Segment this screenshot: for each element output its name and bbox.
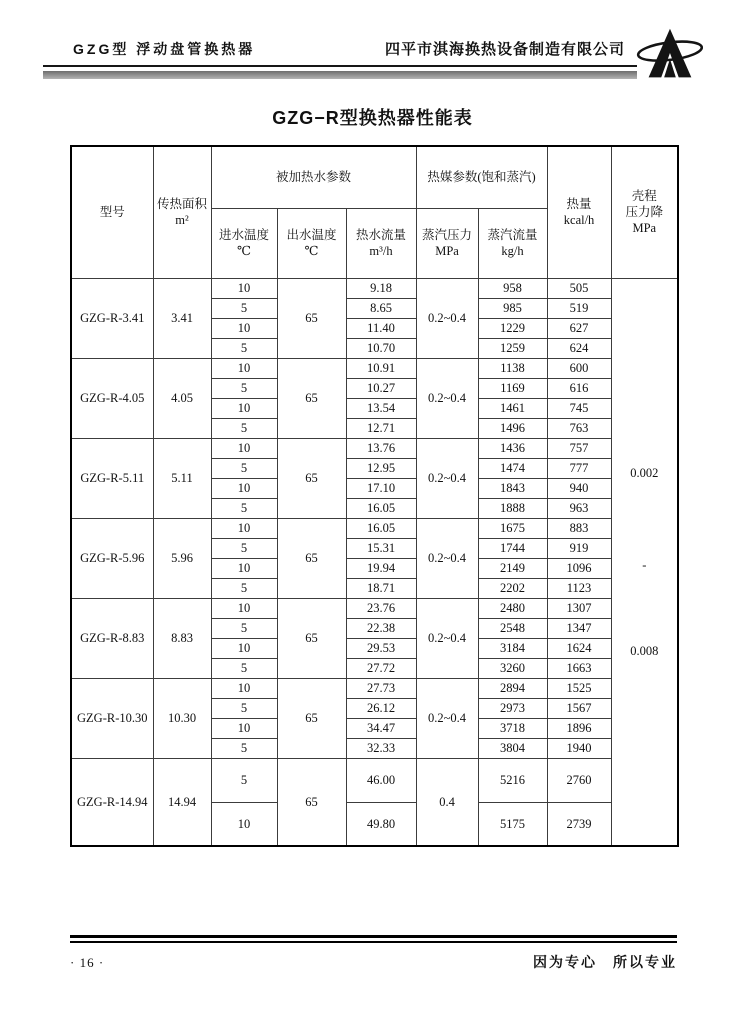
inlet-temp-cell: 10 bbox=[211, 598, 277, 618]
steam-flow-cell: 985 bbox=[478, 298, 547, 318]
col-header-area: 传热面积 m² bbox=[153, 146, 211, 278]
heat-cell: 2760 bbox=[547, 758, 611, 802]
steam-flow-cell: 958 bbox=[478, 278, 547, 298]
steam-flow-cell: 1675 bbox=[478, 518, 547, 538]
model-cell: GZG-R-3.41 bbox=[71, 278, 153, 358]
area-cell: 5.96 bbox=[153, 518, 211, 598]
water-flow-cell: 11.40 bbox=[346, 318, 416, 338]
model-cell: GZG-R-4.05 bbox=[71, 358, 153, 438]
heat-cell: 745 bbox=[547, 398, 611, 418]
shell-pressure-value: - bbox=[642, 557, 647, 572]
table-row bbox=[71, 358, 678, 378]
outlet-temp-cell: 65 bbox=[277, 758, 346, 846]
water-flow-cell: 9.18 bbox=[346, 278, 416, 298]
col-header-outlet-temp: 出水温度 ℃ bbox=[277, 208, 346, 278]
water-flow-cell: 22.38 bbox=[346, 618, 416, 638]
inlet-temp-cell: 10 bbox=[211, 678, 277, 698]
inlet-temp-cell: 10 bbox=[211, 398, 277, 418]
table-header bbox=[71, 146, 678, 278]
inlet-temp-cell: 5 bbox=[211, 658, 277, 678]
water-flow-cell: 16.05 bbox=[346, 498, 416, 518]
inlet-temp-cell: 10 bbox=[211, 638, 277, 658]
steam-pressure-cell: 0.4 bbox=[416, 758, 478, 846]
steam-pressure-cell: 0.2~0.4 bbox=[416, 358, 478, 438]
col-group-steam: 热媒参数(饱和蒸汽) bbox=[416, 146, 547, 208]
heat-cell: 1347 bbox=[547, 618, 611, 638]
steam-pressure-cell: 0.2~0.4 bbox=[416, 518, 478, 598]
area-cell: 10.30 bbox=[153, 678, 211, 758]
water-flow-cell: 26.12 bbox=[346, 698, 416, 718]
area-cell: 14.94 bbox=[153, 758, 211, 846]
shell-pressure-value: 0.008 bbox=[630, 643, 659, 658]
heat-cell: 600 bbox=[547, 358, 611, 378]
water-flow-cell: 18.71 bbox=[346, 578, 416, 598]
inlet-temp-cell: 10 bbox=[211, 318, 277, 338]
water-flow-cell: 10.91 bbox=[346, 358, 416, 378]
inlet-temp-cell: 5 bbox=[211, 578, 277, 598]
col-header-inlet-temp: 进水温度 ℃ bbox=[211, 208, 277, 278]
steam-flow-cell: 1138 bbox=[478, 358, 547, 378]
inlet-temp-cell: 10 bbox=[211, 518, 277, 538]
heat-cell: 1525 bbox=[547, 678, 611, 698]
table-body bbox=[71, 278, 678, 846]
model-cell: GZG-R-5.96 bbox=[71, 518, 153, 598]
inlet-temp-cell: 10 bbox=[211, 358, 277, 378]
col-header-water-flow: 热水流量 m³/h bbox=[346, 208, 416, 278]
steam-flow-cell: 1229 bbox=[478, 318, 547, 338]
steam-flow-cell: 3718 bbox=[478, 718, 547, 738]
steam-pressure-cell: 0.2~0.4 bbox=[416, 678, 478, 758]
page-footer bbox=[70, 935, 677, 972]
shell-pressure-value: 0.002 bbox=[630, 465, 659, 480]
table-row bbox=[71, 758, 678, 802]
heat-cell: 1940 bbox=[547, 738, 611, 758]
heat-cell: 757 bbox=[547, 438, 611, 458]
inlet-temp-cell: 10 bbox=[211, 478, 277, 498]
heat-cell: 1307 bbox=[547, 598, 611, 618]
steam-flow-cell: 1474 bbox=[478, 458, 547, 478]
steam-flow-cell: 3184 bbox=[478, 638, 547, 658]
area-cell: 4.05 bbox=[153, 358, 211, 438]
col-header-steam-pressure: 蒸汽压力 MPa bbox=[416, 208, 478, 278]
header-product-line: GZG型 浮动盘管换热器 bbox=[73, 41, 256, 57]
water-flow-cell: 27.73 bbox=[346, 678, 416, 698]
steam-flow-cell: 1496 bbox=[478, 418, 547, 438]
footer-rule-thin bbox=[70, 941, 677, 943]
col-header-heat: 热量 kcal/h bbox=[547, 146, 611, 278]
header-rule-gray bbox=[43, 71, 637, 79]
steam-flow-cell: 2202 bbox=[478, 578, 547, 598]
inlet-temp-cell: 5 bbox=[211, 618, 277, 638]
inlet-temp-cell: 5 bbox=[211, 298, 277, 318]
heat-cell: 624 bbox=[547, 338, 611, 358]
inlet-temp-cell: 10 bbox=[211, 718, 277, 738]
steam-flow-cell: 3260 bbox=[478, 658, 547, 678]
inlet-temp-cell: 10 bbox=[211, 802, 277, 846]
heat-cell: 505 bbox=[547, 278, 611, 298]
performance-table bbox=[70, 145, 679, 847]
inlet-temp-cell: 10 bbox=[211, 558, 277, 578]
heat-cell: 1896 bbox=[547, 718, 611, 738]
page-header bbox=[43, 38, 703, 79]
model-cell: GZG-R-5.11 bbox=[71, 438, 153, 518]
inlet-temp-cell: 10 bbox=[211, 278, 277, 298]
col-header-steam-flow: 蒸汽流量 kg/h bbox=[478, 208, 547, 278]
heat-cell: 627 bbox=[547, 318, 611, 338]
heat-cell: 763 bbox=[547, 418, 611, 438]
steam-flow-cell: 3804 bbox=[478, 738, 547, 758]
heat-cell: 1096 bbox=[547, 558, 611, 578]
model-cell: GZG-R-14.94 bbox=[71, 758, 153, 846]
water-flow-cell: 19.94 bbox=[346, 558, 416, 578]
heat-cell: 777 bbox=[547, 458, 611, 478]
area-cell: 3.41 bbox=[153, 278, 211, 358]
model-cell: GZG-R-10.30 bbox=[71, 678, 153, 758]
model-cell: GZG-R-8.83 bbox=[71, 598, 153, 678]
heat-cell: 1567 bbox=[547, 698, 611, 718]
col-header-model: 型号 bbox=[71, 146, 153, 278]
steam-flow-cell: 1461 bbox=[478, 398, 547, 418]
steam-flow-cell: 1888 bbox=[478, 498, 547, 518]
inlet-temp-cell: 5 bbox=[211, 538, 277, 558]
steam-pressure-cell: 0.2~0.4 bbox=[416, 278, 478, 358]
water-flow-cell: 17.10 bbox=[346, 478, 416, 498]
inlet-temp-cell: 5 bbox=[211, 698, 277, 718]
water-flow-cell: 32.33 bbox=[346, 738, 416, 758]
steam-flow-cell: 2149 bbox=[478, 558, 547, 578]
header-rule-thin bbox=[43, 65, 637, 67]
water-flow-cell: 34.47 bbox=[346, 718, 416, 738]
outlet-temp-cell: 65 bbox=[277, 678, 346, 758]
water-flow-cell: 23.76 bbox=[346, 598, 416, 618]
steam-flow-cell: 1744 bbox=[478, 538, 547, 558]
company-logo-icon bbox=[635, 26, 703, 84]
water-flow-cell: 8.65 bbox=[346, 298, 416, 318]
inlet-temp-cell: 5 bbox=[211, 338, 277, 358]
inlet-temp-cell: 5 bbox=[211, 418, 277, 438]
table-row bbox=[71, 438, 678, 458]
water-flow-cell: 15.31 bbox=[346, 538, 416, 558]
water-flow-cell: 12.95 bbox=[346, 458, 416, 478]
steam-flow-cell: 2548 bbox=[478, 618, 547, 638]
inlet-temp-cell: 5 bbox=[211, 758, 277, 802]
water-flow-cell: 29.53 bbox=[346, 638, 416, 658]
water-flow-cell: 27.72 bbox=[346, 658, 416, 678]
heat-cell: 919 bbox=[547, 538, 611, 558]
col-group-heated-water: 被加热水参数 bbox=[211, 146, 416, 208]
footer-rule-thick bbox=[70, 935, 677, 938]
steam-pressure-cell: 0.2~0.4 bbox=[416, 598, 478, 678]
shell-pressure-drop-cell bbox=[611, 278, 678, 846]
steam-flow-cell: 5216 bbox=[478, 758, 547, 802]
heat-cell: 1123 bbox=[547, 578, 611, 598]
header-company-name: 四平市淇海换热设备制造有限公司 bbox=[384, 41, 625, 58]
footer-slogan: 因为专心 所以专业 bbox=[533, 954, 677, 970]
heat-cell: 519 bbox=[547, 298, 611, 318]
water-flow-cell: 12.71 bbox=[346, 418, 416, 438]
inlet-temp-cell: 5 bbox=[211, 458, 277, 478]
water-flow-cell: 16.05 bbox=[346, 518, 416, 538]
outlet-temp-cell: 65 bbox=[277, 278, 346, 358]
steam-flow-cell: 1843 bbox=[478, 478, 547, 498]
steam-flow-cell: 2894 bbox=[478, 678, 547, 698]
page-number: · 16 · bbox=[70, 955, 105, 970]
water-flow-cell: 10.70 bbox=[346, 338, 416, 358]
area-cell: 5.11 bbox=[153, 438, 211, 518]
heat-cell: 1663 bbox=[547, 658, 611, 678]
table-row bbox=[71, 278, 678, 298]
heat-cell: 616 bbox=[547, 378, 611, 398]
inlet-temp-cell: 10 bbox=[211, 438, 277, 458]
inlet-temp-cell: 5 bbox=[211, 738, 277, 758]
table-row bbox=[71, 598, 678, 618]
table-row bbox=[71, 518, 678, 538]
steam-flow-cell: 5175 bbox=[478, 802, 547, 846]
steam-flow-cell: 1169 bbox=[478, 378, 547, 398]
heat-cell: 883 bbox=[547, 518, 611, 538]
water-flow-cell: 10.27 bbox=[346, 378, 416, 398]
outlet-temp-cell: 65 bbox=[277, 598, 346, 678]
steam-flow-cell: 2973 bbox=[478, 698, 547, 718]
steam-flow-cell: 1436 bbox=[478, 438, 547, 458]
table-row bbox=[71, 678, 678, 698]
inlet-temp-cell: 5 bbox=[211, 498, 277, 518]
heat-cell: 1624 bbox=[547, 638, 611, 658]
water-flow-cell: 46.00 bbox=[346, 758, 416, 802]
heat-cell: 2739 bbox=[547, 802, 611, 846]
outlet-temp-cell: 65 bbox=[277, 518, 346, 598]
water-flow-cell: 49.80 bbox=[346, 802, 416, 846]
heat-cell: 940 bbox=[547, 478, 611, 498]
page-title: GZG−R型换热器性能表 bbox=[272, 108, 473, 128]
steam-pressure-cell: 0.2~0.4 bbox=[416, 438, 478, 518]
area-cell: 8.83 bbox=[153, 598, 211, 678]
water-flow-cell: 13.76 bbox=[346, 438, 416, 458]
inlet-temp-cell: 5 bbox=[211, 378, 277, 398]
outlet-temp-cell: 65 bbox=[277, 358, 346, 438]
heat-cell: 963 bbox=[547, 498, 611, 518]
water-flow-cell: 13.54 bbox=[346, 398, 416, 418]
steam-flow-cell: 1259 bbox=[478, 338, 547, 358]
col-header-shell-pressure-drop: 壳程 压力降 MPa bbox=[611, 146, 678, 278]
steam-flow-cell: 2480 bbox=[478, 598, 547, 618]
outlet-temp-cell: 65 bbox=[277, 438, 346, 518]
